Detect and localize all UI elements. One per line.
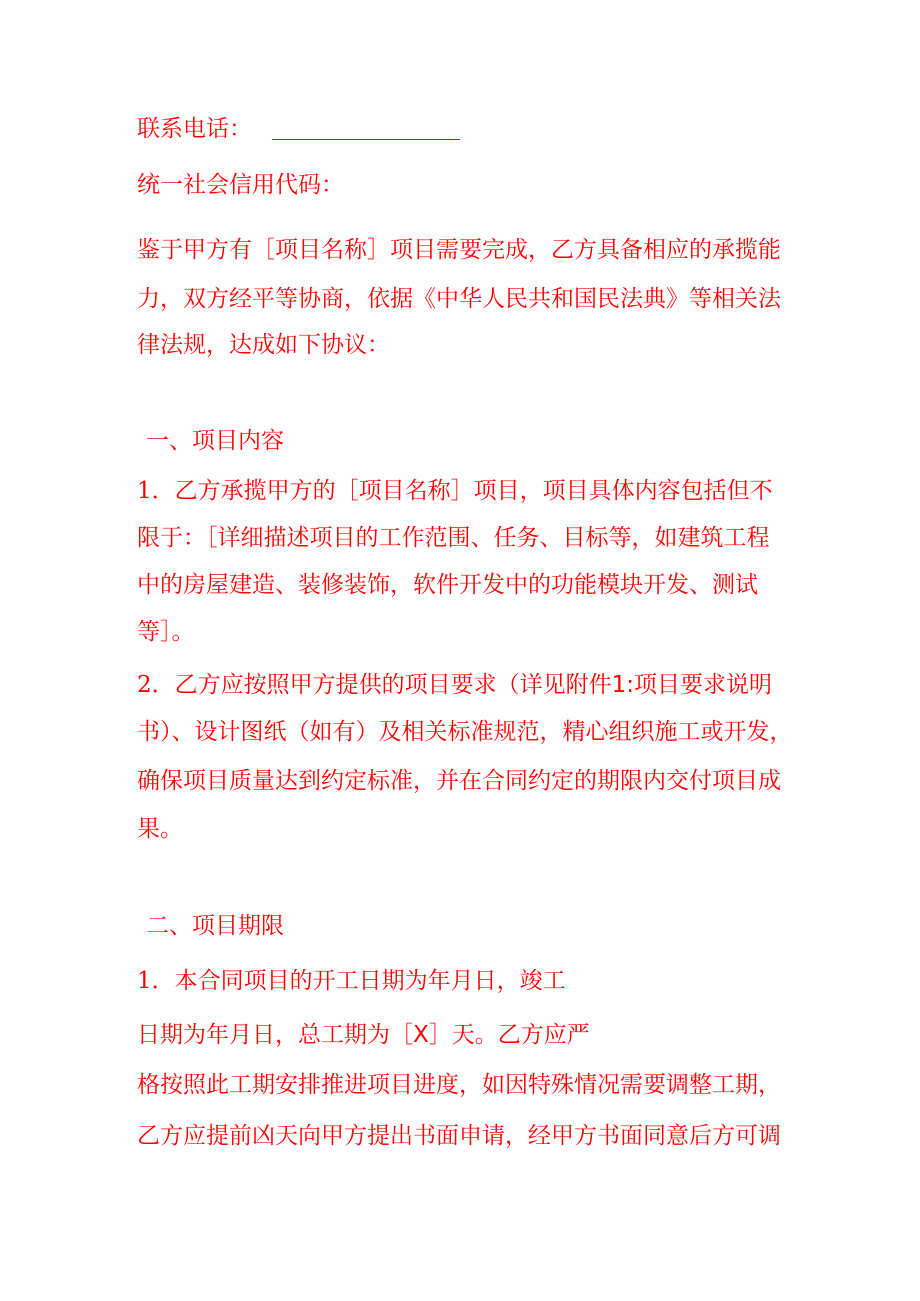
section2-item1-line-3: 格按照此工期安排推进项目进度，如因特殊情况需要调整工期， [137, 1072, 781, 1098]
credit-code-label: 统一社会信用代码： [137, 172, 344, 198]
item-number: 1 [137, 968, 152, 994]
section1-item2-line-2: 书）、设计图纸（如有）及相关标准规范，精心组织施工或开发， [137, 719, 793, 745]
section2-item1-line-2: 日期为年月日，总工期为［X］天。乙方应严 [137, 1022, 590, 1048]
section2-item1-line-4: 乙方应提前凶天向甲方提出书面申请，经甲方书面同意后方可调 [137, 1123, 781, 1149]
item-text: ．本合同项目的开工日期为年月日，竣工 [151, 968, 566, 994]
intro-line-2: 力，双方经平等协商，依据《中华人民共和国民法典》等相关法 [137, 286, 781, 312]
section1-item2-line-1 [137, 670, 772, 700]
section1-item1-line-4: 等］。 [137, 619, 195, 645]
item-number: 2 [137, 672, 152, 698]
item-number: 1 [137, 478, 152, 504]
item-text: ．乙方应按照甲方提供的项目要求（详见附件1:项目要求说明 [151, 672, 773, 698]
contact-phone-label: 联系电话： [137, 116, 252, 142]
item-text: ．乙方承揽甲方的［项目名称］项目，项目具体内容包括但不 [151, 478, 773, 504]
intro-line-1: 鉴于甲方有［项目名称］项目需要完成，乙方具备相应的承揽能 [137, 237, 781, 263]
section1-item1-line-3: 中的房屋建造、装修装饰，软件开发中的功能模块开发、测试 [137, 572, 758, 598]
section2-heading: 二、项目期限 [146, 913, 284, 939]
intro-line-3: 律法规，达成如下协议： [137, 332, 390, 358]
contact-phone-blank [272, 139, 460, 140]
section1-item2-line-3: 确保项目质量达到约定标准，并在合同约定的期限内交付项目成 [137, 768, 781, 794]
section1-item1-line-2: 限于：［详细描述项目的工作范围、任务、目标等，如建筑工程 [137, 525, 770, 551]
section1-item1-line-1 [137, 476, 773, 506]
section1-item2-line-4: 果。 [137, 816, 183, 842]
section1-heading: 一、项目内容 [146, 428, 284, 454]
section2-item1-line-1 [137, 966, 566, 996]
